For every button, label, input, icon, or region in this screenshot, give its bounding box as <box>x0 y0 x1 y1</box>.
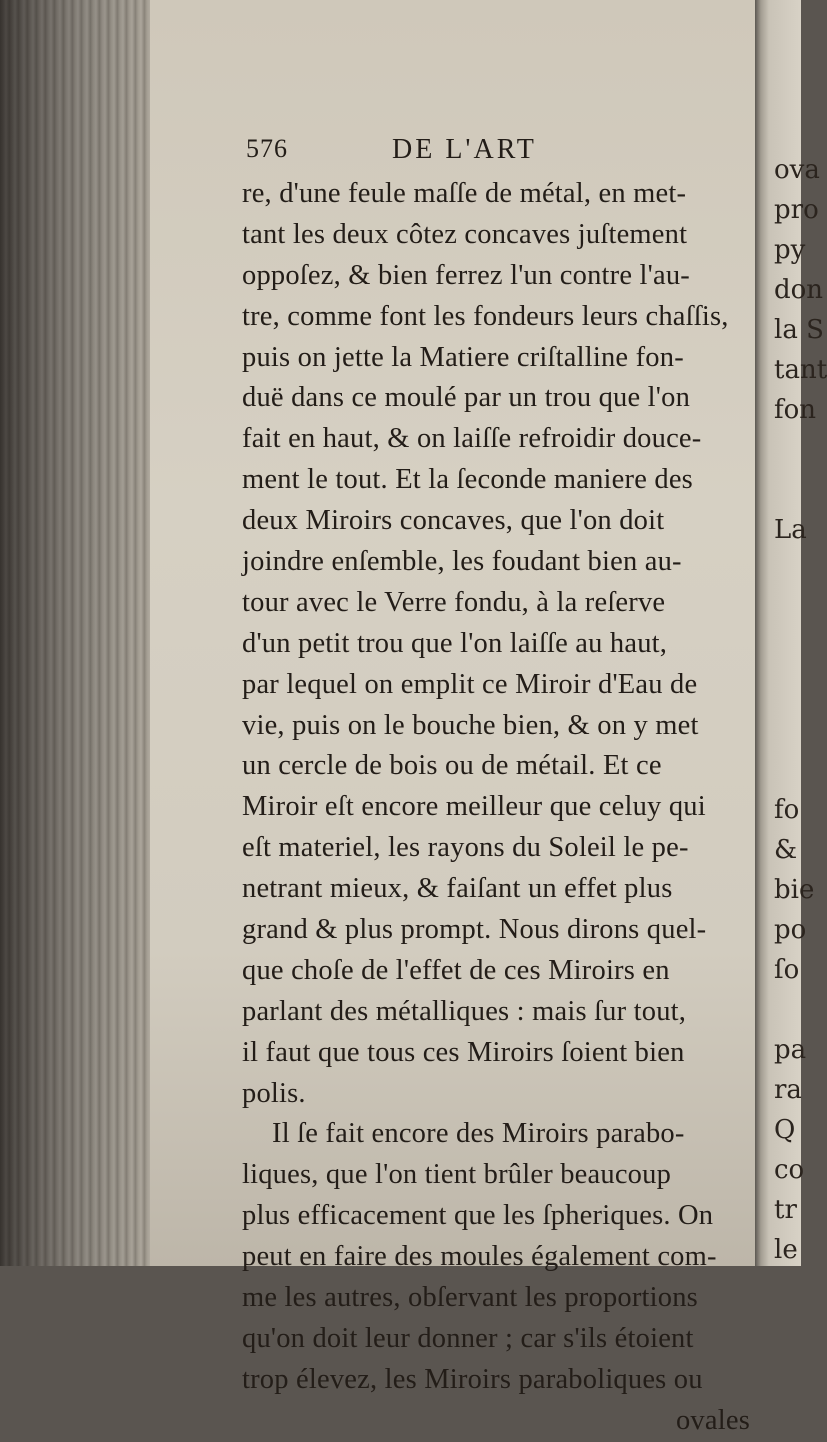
text-line: plus efficacement que les ſpheriques. On <box>242 1200 714 1232</box>
page-header <box>242 132 762 174</box>
text-line: oppoſez, & bien ferrez l'un contre l'au- <box>242 259 690 291</box>
text-line: vie, puis on le bouche bien, & on y met <box>242 709 699 741</box>
facing-page-fragment <box>774 670 804 710</box>
running-head: DE L'ART <box>392 134 537 165</box>
facing-page-fragment: co <box>774 1155 805 1185</box>
text-line: netrant mieux, & faiſant un effet plus <box>242 873 673 905</box>
facing-page-fragment: ſo <box>774 955 800 985</box>
text-line: duë dans ce moulé par un trou que l'on <box>242 382 691 414</box>
facing-page-fragment: pa <box>774 1035 807 1065</box>
text-line: Miroir eſt encore meilleur que celuy qui <box>242 791 706 823</box>
text-line: liques, que l'on tient brûler beaucoup <box>242 1159 672 1191</box>
page-number: 576 <box>246 134 288 163</box>
text-line: deux Miroirs concaves, que l'on doit <box>242 505 665 537</box>
text-line: parlant des métalliques : mais ſur tout, <box>242 995 687 1027</box>
facing-page-fragment <box>774 590 804 630</box>
facing-page-fragment <box>774 550 804 590</box>
text-line: ment le tout. Et la ſeconde maniere des <box>242 464 693 496</box>
text-line: d'un petit trou que l'on laiſſe au haut, <box>242 627 668 659</box>
facing-page-fragment: & <box>774 835 798 865</box>
facing-page-fragment: le <box>774 1235 798 1265</box>
text-line: tre, comme font les fondeurs leurs chaſſis, <box>242 300 729 332</box>
text-line: puis on jette la Matiere criſtalline fon- <box>242 341 684 373</box>
facing-page-fragment <box>774 470 804 510</box>
text-line: Il ſe fait encore des Miroirs parabo- <box>272 1118 685 1150</box>
facing-page-fragment <box>774 430 804 470</box>
facing-page-fragment: la S <box>774 315 824 345</box>
text-line: re, d'une feule maſſe de métal, en met- <box>242 178 687 209</box>
facing-page-fragment <box>774 710 804 750</box>
facing-page-fragment: fo <box>774 795 800 825</box>
facing-page-fragment: tr <box>774 1195 797 1225</box>
text-line: fait en haut, & on laiſſe refroidir douce- <box>242 423 702 455</box>
text-line: joindre enſemble, les foudant bien au- <box>242 546 682 578</box>
text-line: il faut que tous ces Miroirs ſoient bien <box>242 1036 685 1068</box>
text-line: par lequel on emplit ce Miroir d'Eau de <box>242 668 698 700</box>
catchword: ovales <box>675 1404 750 1436</box>
facing-page-fragment <box>774 630 804 670</box>
text-line: tant les deux côtez concaves juſtement <box>242 218 688 250</box>
facing-page-fragment: don <box>774 275 824 305</box>
facing-page-fragment: pro <box>774 195 819 225</box>
text-line: eſt materiel, les rayons du Soleil le pe- <box>242 832 689 864</box>
text-line: me les autres, obſervant les proportions <box>242 1282 698 1314</box>
facing-page-fragment: La <box>774 515 807 545</box>
facing-page-text <box>774 150 827 1270</box>
paragraph-1 <box>242 174 762 1114</box>
text-line: qu'on doit leur donner ; car s'ils étoient <box>242 1322 694 1354</box>
text-line: un cercle de bois ou de métail. Et ce <box>242 750 662 782</box>
paragraph-2 <box>242 1114 762 1400</box>
binding-gutter <box>0 0 170 1266</box>
facing-page-fragment: po <box>774 915 807 945</box>
text-line: peut en faire des moules également com- <box>242 1241 717 1273</box>
text-line: que choſe de l'effet de ces Miroirs en <box>242 954 670 986</box>
facing-page-fragment: tant <box>774 355 827 385</box>
text-line: tour avec le Verre fondu, à la reſerve <box>242 586 666 618</box>
facing-page-fragment: fon <box>774 395 817 425</box>
text-line: grand & plus prompt. Nous dirons quel- <box>242 914 707 946</box>
facing-page-fragment <box>774 990 804 1030</box>
page-text <box>242 132 762 1442</box>
facing-page-fragment: Q <box>774 1115 796 1145</box>
facing-page-fragment: ova <box>774 155 820 185</box>
facing-page-fragment: ra <box>774 1075 802 1105</box>
text-line: polis. <box>242 1077 306 1109</box>
facing-page-fragment <box>774 750 804 790</box>
facing-page-fragment: bie <box>774 875 815 905</box>
facing-page-fragment: py <box>774 235 806 265</box>
text-line: trop élevez, les Miroirs paraboliques ou <box>242 1363 703 1395</box>
